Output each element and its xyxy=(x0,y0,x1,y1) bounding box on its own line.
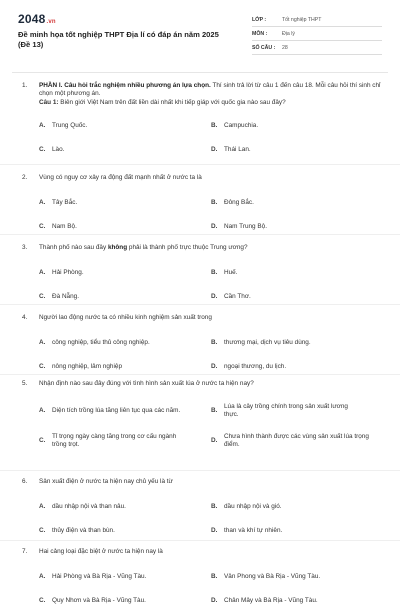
option-b[interactable]: B. dầu nhập nội và gió. xyxy=(211,503,282,511)
meta-row-subject: MÔN : Địa lý xyxy=(252,27,382,41)
document-header xyxy=(0,0,400,68)
option-b[interactable]: B. Campuchia. xyxy=(211,122,259,130)
meta-row-count: SỐ CÂU : 28 xyxy=(252,41,382,55)
question-number: 7. xyxy=(22,548,28,555)
answer-options xyxy=(22,261,384,309)
question-number: 2. xyxy=(22,174,28,181)
option-a[interactable]: A. Tây Bắc. xyxy=(39,199,78,207)
question-text: Người lao động nước ta có nhiều kinh nghiệm sản xuất trong xyxy=(39,314,212,321)
question-number: 5. xyxy=(22,380,28,387)
question-divider xyxy=(0,374,400,375)
option-c[interactable]: C. Quy Nhơn và Bà Rịa - Vũng Tàu. xyxy=(39,597,146,605)
question-divider xyxy=(0,470,400,471)
answer-options xyxy=(22,396,384,456)
question-4 xyxy=(22,314,384,379)
option-b[interactable]: B. Huế. xyxy=(211,269,238,277)
question-text: Vùng có nguy cơ xảy ra động đất mạnh nhất ở nước ta là xyxy=(39,174,202,181)
option-c[interactable]: C. Lào. xyxy=(39,146,65,154)
header-divider xyxy=(12,72,388,73)
question-1 xyxy=(22,82,384,162)
option-b[interactable]: B. Đông Bắc. xyxy=(211,199,254,207)
question-number: 4. xyxy=(22,314,28,321)
option-d[interactable]: D. Chân Mây và Bà Rịa - Vũng Tàu. xyxy=(211,597,318,605)
document-meta xyxy=(252,13,382,55)
question-divider xyxy=(0,540,400,541)
question-divider xyxy=(0,164,400,165)
site-logo[interactable]: 2048.vn xyxy=(18,12,56,26)
option-d[interactable]: D. than và khí tự nhiên. xyxy=(211,527,283,535)
question-subtext: Câu 1: Biên giới Việt Nam trên đất liền dài nhất khi tiếp giáp với quốc gia nào sau đây? xyxy=(39,98,286,106)
question-divider xyxy=(0,304,400,305)
option-a[interactable]: A. Trung Quốc. xyxy=(39,122,88,130)
option-b[interactable]: B. Vân Phong và Bà Rịa - Vũng Tàu. xyxy=(211,573,321,581)
option-a[interactable]: A. Hải Phòng. xyxy=(39,269,84,277)
option-d[interactable]: D. ngoại thương, du lịch. xyxy=(211,363,287,371)
question-6 xyxy=(22,478,384,543)
option-c[interactable]: C. thủy điện và than bùn. xyxy=(39,527,115,535)
option-d[interactable]: D. Thái Lan. xyxy=(211,146,251,154)
option-c[interactable]: C. Tỉ trọng ngày càng tăng trong cơ cấu ngành trồng trọt. xyxy=(39,433,177,449)
answer-options xyxy=(22,114,384,162)
option-a[interactable]: A. Diện tích trồng lúa tăng liên tục qua các năm. xyxy=(39,407,181,415)
question-text: Sản xuất điện ở nước ta hiện nay chủ yếu là từ xyxy=(39,478,173,485)
option-c[interactable]: C. Nam Bộ. xyxy=(39,223,77,231)
question-divider xyxy=(0,234,400,235)
question-5 xyxy=(22,380,384,456)
option-a[interactable]: A. dầu nhập nội và than nâu. xyxy=(39,503,126,511)
option-d[interactable]: D. Cần Thơ. xyxy=(211,293,251,301)
option-d[interactable]: D. Chưa hình thành được các vùng sản xuất lúa trọng điểm. xyxy=(211,433,369,449)
option-b[interactable]: B. thương mại, dịch vụ tiêu dùng. xyxy=(211,339,311,347)
question-text: Nhận định nào sau đây đúng với tình hình sản xuất lúa ở nước ta hiện nay? xyxy=(39,380,254,387)
answer-options xyxy=(22,565,384,613)
question-number: 6. xyxy=(22,478,28,485)
question-3 xyxy=(22,244,384,309)
option-a[interactable]: A. công nghiệp, tiểu thủ công nghiệp. xyxy=(39,339,150,347)
option-c[interactable]: C. nông nghiệp, lâm nghiệp xyxy=(39,363,122,371)
question-number: 1. xyxy=(22,82,28,89)
option-b[interactable]: B. Lúa là cây trồng chính trong sản xuất lương thực. xyxy=(211,403,348,419)
answer-options xyxy=(22,495,384,543)
question-text: Hai cảng loại đặc biệt ở nước ta hiện nay là xyxy=(39,548,163,555)
option-c[interactable]: C. Đà Nẵng. xyxy=(39,293,79,301)
option-d[interactable]: D. Nam Trung Bộ. xyxy=(211,223,267,231)
question-7 xyxy=(22,548,384,613)
question-text: Thành phố nào sau đây không phải là thành phố trực thuộc Trung ương? xyxy=(39,244,248,251)
answer-options xyxy=(22,191,384,239)
question-text: PHẦN I. Câu hỏi trắc nghiệm nhiều phương án lựa chọn. Thí sinh trả lời từ câu 1 đến câu 18. Mỗi câu hỏi thí sinh chỉ chọn một phương án. xyxy=(39,82,381,98)
document-title: Đề minh họa tốt nghiệp THPT Địa lí có đáp án năm 2025 (Đề 13) xyxy=(18,30,219,49)
question-2 xyxy=(22,174,384,239)
option-a[interactable]: A. Hải Phòng và Bà Rịa - Vũng Tàu. xyxy=(39,573,147,581)
question-number: 3. xyxy=(22,244,28,251)
answer-options xyxy=(22,331,384,379)
meta-row-class: LỚP : Tốt nghiệp THPT xyxy=(252,13,382,27)
